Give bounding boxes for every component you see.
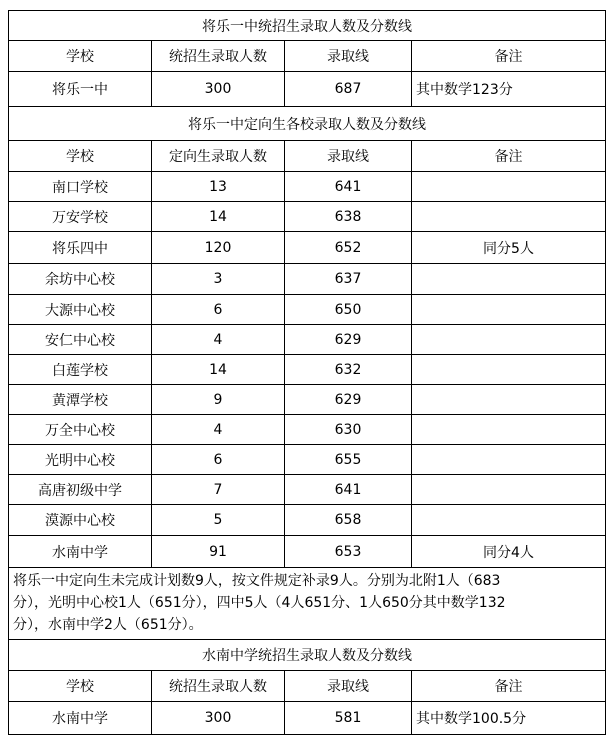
note-cell — [412, 172, 605, 201]
section3-title: 水南中学统招生录取人数及分数线 — [202, 648, 412, 664]
school-cell: 万安学校 — [9, 202, 152, 231]
count-cell: 6 — [152, 295, 285, 324]
score-cell: 581 — [285, 702, 412, 734]
score-cell: 629 — [285, 325, 412, 354]
section2-title-row — [8, 107, 606, 141]
count-cell: 6 — [152, 445, 285, 474]
school-cell: 高唐初级中学 — [9, 475, 152, 504]
note-cell — [412, 264, 605, 294]
section3-header-row — [8, 671, 606, 702]
table-row — [8, 385, 606, 415]
count-cell: 300 — [152, 72, 285, 106]
note-cell — [412, 385, 605, 414]
school-cell: 南口学校 — [9, 172, 152, 201]
header-note: 备注 — [494, 679, 523, 695]
score-cell: 641 — [285, 172, 412, 201]
header-school: 学校 — [9, 141, 152, 171]
table-row — [8, 172, 606, 202]
header-count: 统招生录取人数 — [152, 671, 285, 701]
school-cell: 将乐一中 — [9, 72, 152, 106]
score-cell: 629 — [285, 385, 412, 414]
note-cell — [412, 355, 605, 384]
section2-header-row — [8, 141, 606, 172]
score-cell: 652 — [285, 232, 412, 263]
note-cell — [412, 475, 605, 504]
count-cell: 9 — [152, 385, 285, 414]
score-cell: 630 — [285, 415, 412, 444]
score-cell: 632 — [285, 355, 412, 384]
note-cell — [412, 505, 605, 535]
score-cell: 655 — [285, 445, 412, 474]
footnote-line: 分），光明中心校1人（651分），四中5人（4人651分、1人650分其中数学132 — [13, 595, 506, 611]
footnote-row — [8, 568, 606, 640]
header-count: 定向生录取人数 — [152, 141, 285, 171]
count-cell: 14 — [152, 202, 285, 231]
school-cell: 水南中学 — [9, 702, 152, 734]
header-count: 统招生录取人数 — [152, 41, 285, 71]
table-row — [8, 415, 606, 445]
note-cell: 其中数学123分 — [416, 82, 513, 98]
school-cell: 万全中心校 — [9, 415, 152, 444]
note-cell: 其中数学100.5分 — [416, 711, 527, 727]
school-cell: 大源中心校 — [9, 295, 152, 324]
note-cell — [412, 415, 605, 444]
header-school: 学校 — [9, 671, 152, 701]
count-cell: 7 — [152, 475, 285, 504]
header-score: 录取线 — [285, 671, 412, 701]
score-cell: 638 — [285, 202, 412, 231]
header-note: 备注 — [494, 49, 523, 65]
table-row — [8, 295, 606, 325]
note-cell — [412, 445, 605, 474]
school-cell: 漠源中心校 — [9, 505, 152, 535]
note-cell — [412, 325, 605, 354]
table-row — [8, 475, 606, 505]
count-cell: 4 — [152, 325, 285, 354]
table-row — [8, 536, 606, 568]
section3-title-row — [8, 640, 606, 671]
score-cell: 687 — [285, 72, 412, 106]
table-row — [8, 445, 606, 475]
count-cell: 13 — [152, 172, 285, 201]
section1-title-row — [8, 10, 606, 41]
count-cell: 5 — [152, 505, 285, 535]
count-cell: 120 — [152, 232, 285, 263]
count-cell: 3 — [152, 264, 285, 294]
score-cell: 658 — [285, 505, 412, 535]
school-cell: 光明中心校 — [9, 445, 152, 474]
footnote-line: 将乐一中定向生未完成计划数9人，按文件规定补录9人。分别为北附1人（683 — [13, 573, 501, 589]
footnote-line: 分），水南中学2人（651分）。 — [13, 617, 203, 633]
school-cell: 将乐四中 — [9, 232, 152, 263]
section1-header-row — [8, 41, 606, 72]
school-cell: 安仁中心校 — [9, 325, 152, 354]
table-row — [8, 72, 606, 107]
score-cell: 637 — [285, 264, 412, 294]
table-row — [8, 264, 606, 295]
header-note: 备注 — [494, 149, 523, 165]
table-row — [8, 232, 606, 264]
count-cell: 14 — [152, 355, 285, 384]
section2-title: 将乐一中定向生各校录取人数及分数线 — [188, 116, 426, 133]
table-row — [8, 355, 606, 385]
footnote-text — [9, 568, 605, 639]
school-cell: 水南中学 — [9, 536, 152, 567]
count-cell: 300 — [152, 702, 285, 734]
count-cell: 91 — [152, 536, 285, 567]
score-cell: 641 — [285, 475, 412, 504]
note-cell: 同分4人 — [483, 544, 534, 561]
note-cell — [412, 202, 605, 231]
note-cell: 同分5人 — [483, 240, 534, 257]
score-cell: 653 — [285, 536, 412, 567]
score-cell: 650 — [285, 295, 412, 324]
table-row — [8, 702, 606, 735]
note-cell — [412, 295, 605, 324]
header-score: 录取线 — [285, 41, 412, 71]
header-score: 录取线 — [285, 141, 412, 171]
section1-title: 将乐一中统招生录取人数及分数线 — [202, 18, 412, 35]
school-cell: 白莲学校 — [9, 355, 152, 384]
table-row — [8, 202, 606, 232]
table-row — [8, 325, 606, 355]
table-row — [8, 505, 606, 536]
school-cell: 黄潭学校 — [9, 385, 152, 414]
school-cell: 余坊中心校 — [9, 264, 152, 294]
count-cell: 4 — [152, 415, 285, 444]
header-school: 学校 — [9, 41, 152, 71]
